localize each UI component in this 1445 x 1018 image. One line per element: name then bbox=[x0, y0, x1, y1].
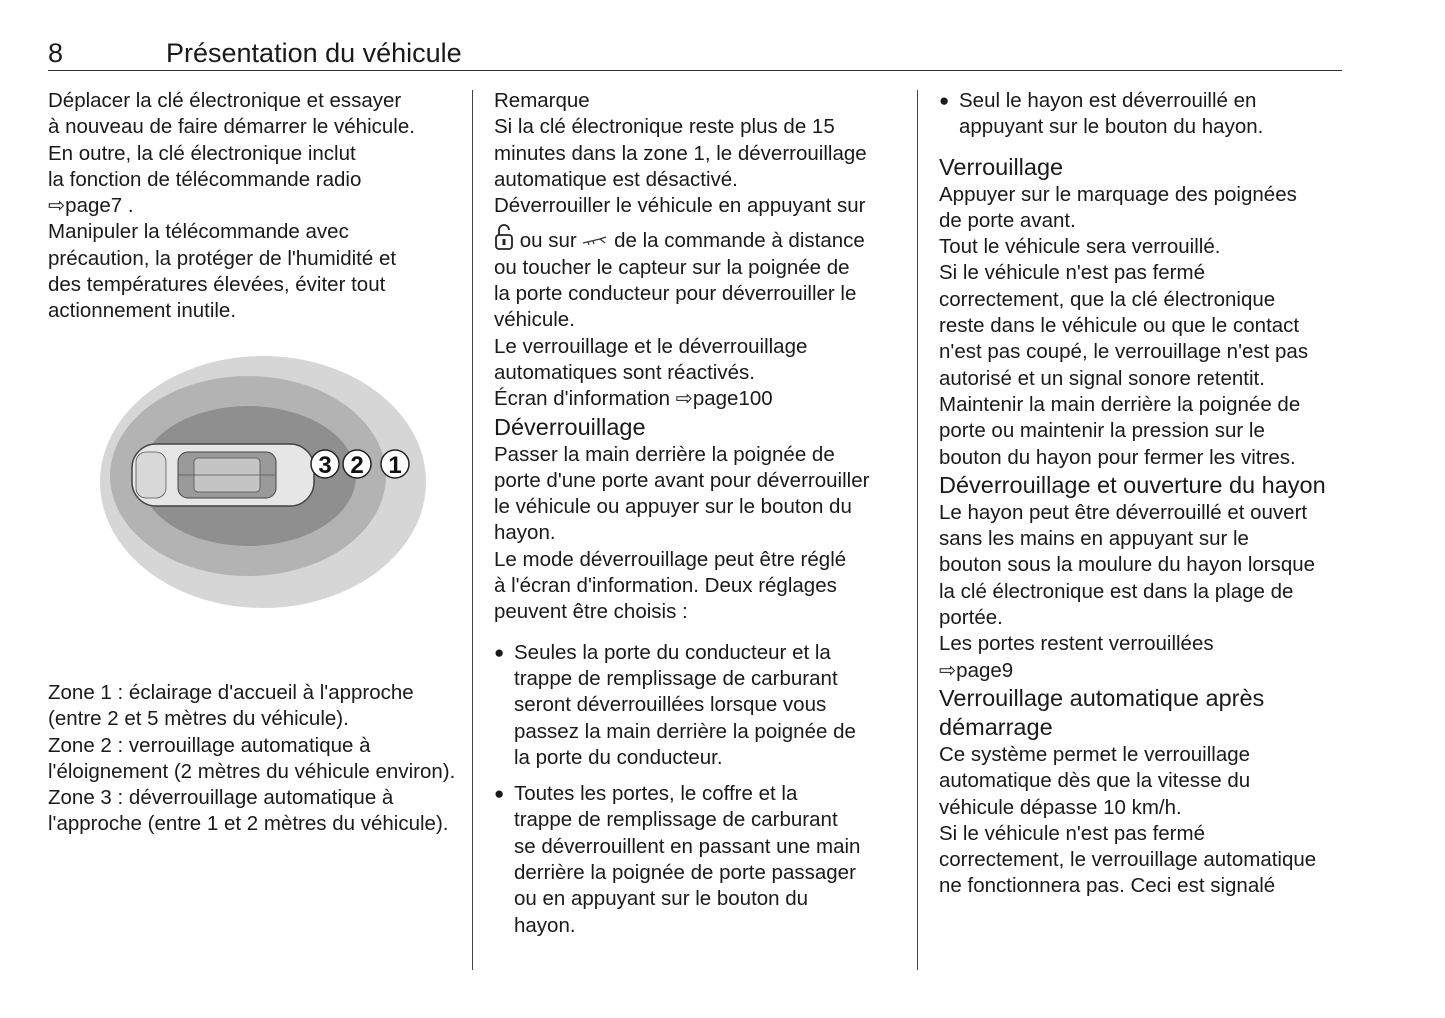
text-line: actionnement inutile. bbox=[48, 299, 237, 323]
text-line: Le mode déverrouillage peut être réglé bbox=[494, 547, 847, 571]
list-item bbox=[939, 88, 1349, 141]
text-line: Si le véhicule n'est pas fermé bbox=[939, 821, 1205, 845]
text-line: la fonction de télécommande radio bbox=[48, 167, 362, 191]
text-line: à l'écran d'information. Deux réglages bbox=[494, 574, 837, 598]
zone-label: Zone 2 bbox=[48, 733, 112, 757]
text-line: véhicule dépasse 10 km/h. bbox=[939, 795, 1182, 819]
text-line: la porte conducteur pour déverrouiller le bbox=[494, 282, 857, 306]
text-line: automatiques sont réactivés. bbox=[494, 360, 755, 384]
car-icon bbox=[132, 444, 314, 506]
text-line: ● Seules la porte du conducteur et la bbox=[514, 640, 831, 664]
text-line: des températures élevées, éviter tout bbox=[48, 273, 386, 297]
zone-1-entry bbox=[48, 680, 458, 733]
text-line: ne fonctionnera pas. Ceci est signalé bbox=[939, 874, 1276, 898]
section-heading: Déverrouillage et ouverture du hayon bbox=[939, 471, 1326, 498]
text-line: portée. bbox=[939, 606, 1003, 630]
text-fragment: ou sur bbox=[514, 229, 583, 253]
text-line: seront déverrouillées lorsque vous bbox=[514, 693, 827, 717]
section-heading: Verrouillage bbox=[939, 153, 1064, 180]
text-line: la clé électronique est dans la plage de bbox=[939, 579, 1294, 603]
text-line: précaution, la protéger de l'humidité et bbox=[48, 246, 397, 270]
zone-text: déverrouillage automatique à l'approche (entre 1 et 2 mètres du véhicule). bbox=[48, 786, 449, 836]
section-heading: Déverrouillage bbox=[494, 413, 646, 440]
text-line: Les portes restent verrouillées bbox=[939, 632, 1214, 656]
zone-3-entry bbox=[48, 785, 458, 838]
text-line: peuvent être choisis : bbox=[494, 600, 688, 624]
text-line: ou en appuyant sur le bouton du bbox=[514, 887, 809, 911]
remarque-title: Remarque bbox=[494, 89, 590, 112]
text-line: automatique dès que la vitesse du bbox=[939, 769, 1251, 793]
text-line: de porte avant. bbox=[939, 208, 1076, 232]
zone-diagram bbox=[98, 354, 428, 610]
text-line: Déplacer la clé électronique et essayer bbox=[48, 89, 402, 112]
text-line: à nouveau de faire démarrer le véhicule. bbox=[48, 115, 415, 139]
zone-3-label: 3 bbox=[318, 452, 332, 479]
text-line: porte ou maintenir la pression sur le bbox=[939, 419, 1265, 443]
unlock-icon bbox=[494, 223, 514, 251]
zone-1-label: 1 bbox=[388, 452, 402, 479]
text-line: porte d'une porte avant pour déverrouiller bbox=[494, 468, 870, 492]
text-line: trappe de remplissage de carburant bbox=[514, 808, 838, 832]
text-fragment: de la commande à distance bbox=[608, 229, 865, 253]
text-line: Manipuler la télécommande avec bbox=[48, 220, 349, 244]
text-line: Passer la main derrière la poignée de bbox=[494, 442, 835, 466]
text-line: Le verrouillage et le déverrouillage bbox=[494, 334, 808, 358]
column-2 bbox=[494, 88, 904, 939]
column-3 bbox=[939, 88, 1349, 900]
text-line: hayon. bbox=[514, 913, 576, 937]
page-reference-link[interactable]: ⇨page7 . bbox=[48, 194, 134, 218]
text-line: bouton du hayon pour fermer les vitres. bbox=[939, 445, 1296, 469]
text-line: ● Seul le hayon est déverrouillé en bbox=[959, 89, 1257, 112]
text-line: véhicule. bbox=[494, 308, 575, 332]
text-line: hayon. bbox=[494, 521, 556, 545]
section-heading: démarrage bbox=[939, 713, 1053, 740]
text-line: passez la main derrière la poignée de bbox=[514, 719, 856, 743]
text-line: automatique est désactivé. bbox=[494, 167, 738, 191]
text-line: trappe de remplissage de carburant bbox=[514, 666, 838, 690]
text-line: Le hayon peut être déverrouillé et ouvert bbox=[939, 500, 1308, 524]
zone-2-entry bbox=[48, 733, 458, 786]
section-heading: Verrouillage automatique après bbox=[939, 684, 1265, 711]
text-line: reste dans le véhicule ou que le contact bbox=[939, 314, 1300, 338]
text-line: Tout le véhicule sera verrouillé. bbox=[939, 235, 1221, 259]
page-header bbox=[48, 38, 1342, 71]
column-1 bbox=[48, 88, 458, 325]
text-line: ● Toutes les portes, le coffre et la bbox=[514, 782, 798, 806]
text-line: autorisé et un signal sonore retentit. bbox=[939, 366, 1265, 390]
text-line: n'est pas coupé, le verrouillage n'est pas bbox=[939, 340, 1309, 364]
text-line: Si le véhicule n'est pas fermé bbox=[939, 261, 1205, 285]
zone-2-label: 2 bbox=[350, 452, 364, 479]
zone-legend bbox=[48, 680, 458, 838]
text-line: Ce système permet le verrouillage bbox=[939, 742, 1251, 766]
text-line: Appuyer sur le marquage des poignées bbox=[939, 182, 1297, 206]
column-divider bbox=[472, 90, 473, 970]
list-item bbox=[494, 781, 904, 939]
page-number: 8 bbox=[48, 38, 64, 68]
text-line: sans les mains en appuyant sur le bbox=[939, 527, 1249, 551]
text-line: le véhicule ou appuyer sur le bouton du bbox=[494, 495, 852, 519]
zone-label: Zone 1 bbox=[48, 681, 112, 704]
text-line: Si la clé électronique reste plus de 15 bbox=[494, 115, 835, 139]
zone-label: Zone 3 : bbox=[48, 786, 124, 810]
page-reference-link[interactable]: ⇨page9 bbox=[939, 658, 1014, 682]
icon-text-line bbox=[494, 223, 904, 254]
page-reference-link[interactable]: Écran d'information ⇨page100 bbox=[494, 387, 773, 411]
zone-text: : verrouillage automatique à l'éloignement (2 mètres du véhicule environ). bbox=[48, 733, 456, 783]
page-title: Présentation du véhicule bbox=[166, 38, 462, 68]
text-line: Maintenir la main derrière la poignée de bbox=[939, 392, 1301, 416]
text-line: correctement, le verrouillage automatique bbox=[939, 848, 1317, 872]
zone-text: : éclairage d'accueil à l'approche (entre 2 et 5 mètres du véhicule). bbox=[48, 681, 414, 731]
text-line: En outre, la clé électronique inclut bbox=[48, 141, 356, 165]
text-line: minutes dans la zone 1, le déverrouillage bbox=[494, 141, 867, 165]
column-divider bbox=[917, 90, 918, 970]
text-line: bouton sous la moulure du hayon lorsque bbox=[939, 553, 1316, 577]
key-icon bbox=[582, 235, 608, 247]
text-line: la porte du conducteur. bbox=[514, 745, 723, 769]
text-line: derrière la poignée de porte passager bbox=[514, 861, 856, 885]
text-line: appuyant sur le bouton du hayon. bbox=[959, 115, 1264, 139]
list-item bbox=[494, 640, 904, 771]
text-line: ou toucher le capteur sur la poignée de bbox=[494, 255, 850, 279]
text-line: se déverrouillent en passant une main bbox=[514, 834, 861, 858]
text-line: correctement, que la clé électronique bbox=[939, 287, 1276, 311]
text-line: Déverrouiller le véhicule en appuyant sur bbox=[494, 194, 866, 218]
